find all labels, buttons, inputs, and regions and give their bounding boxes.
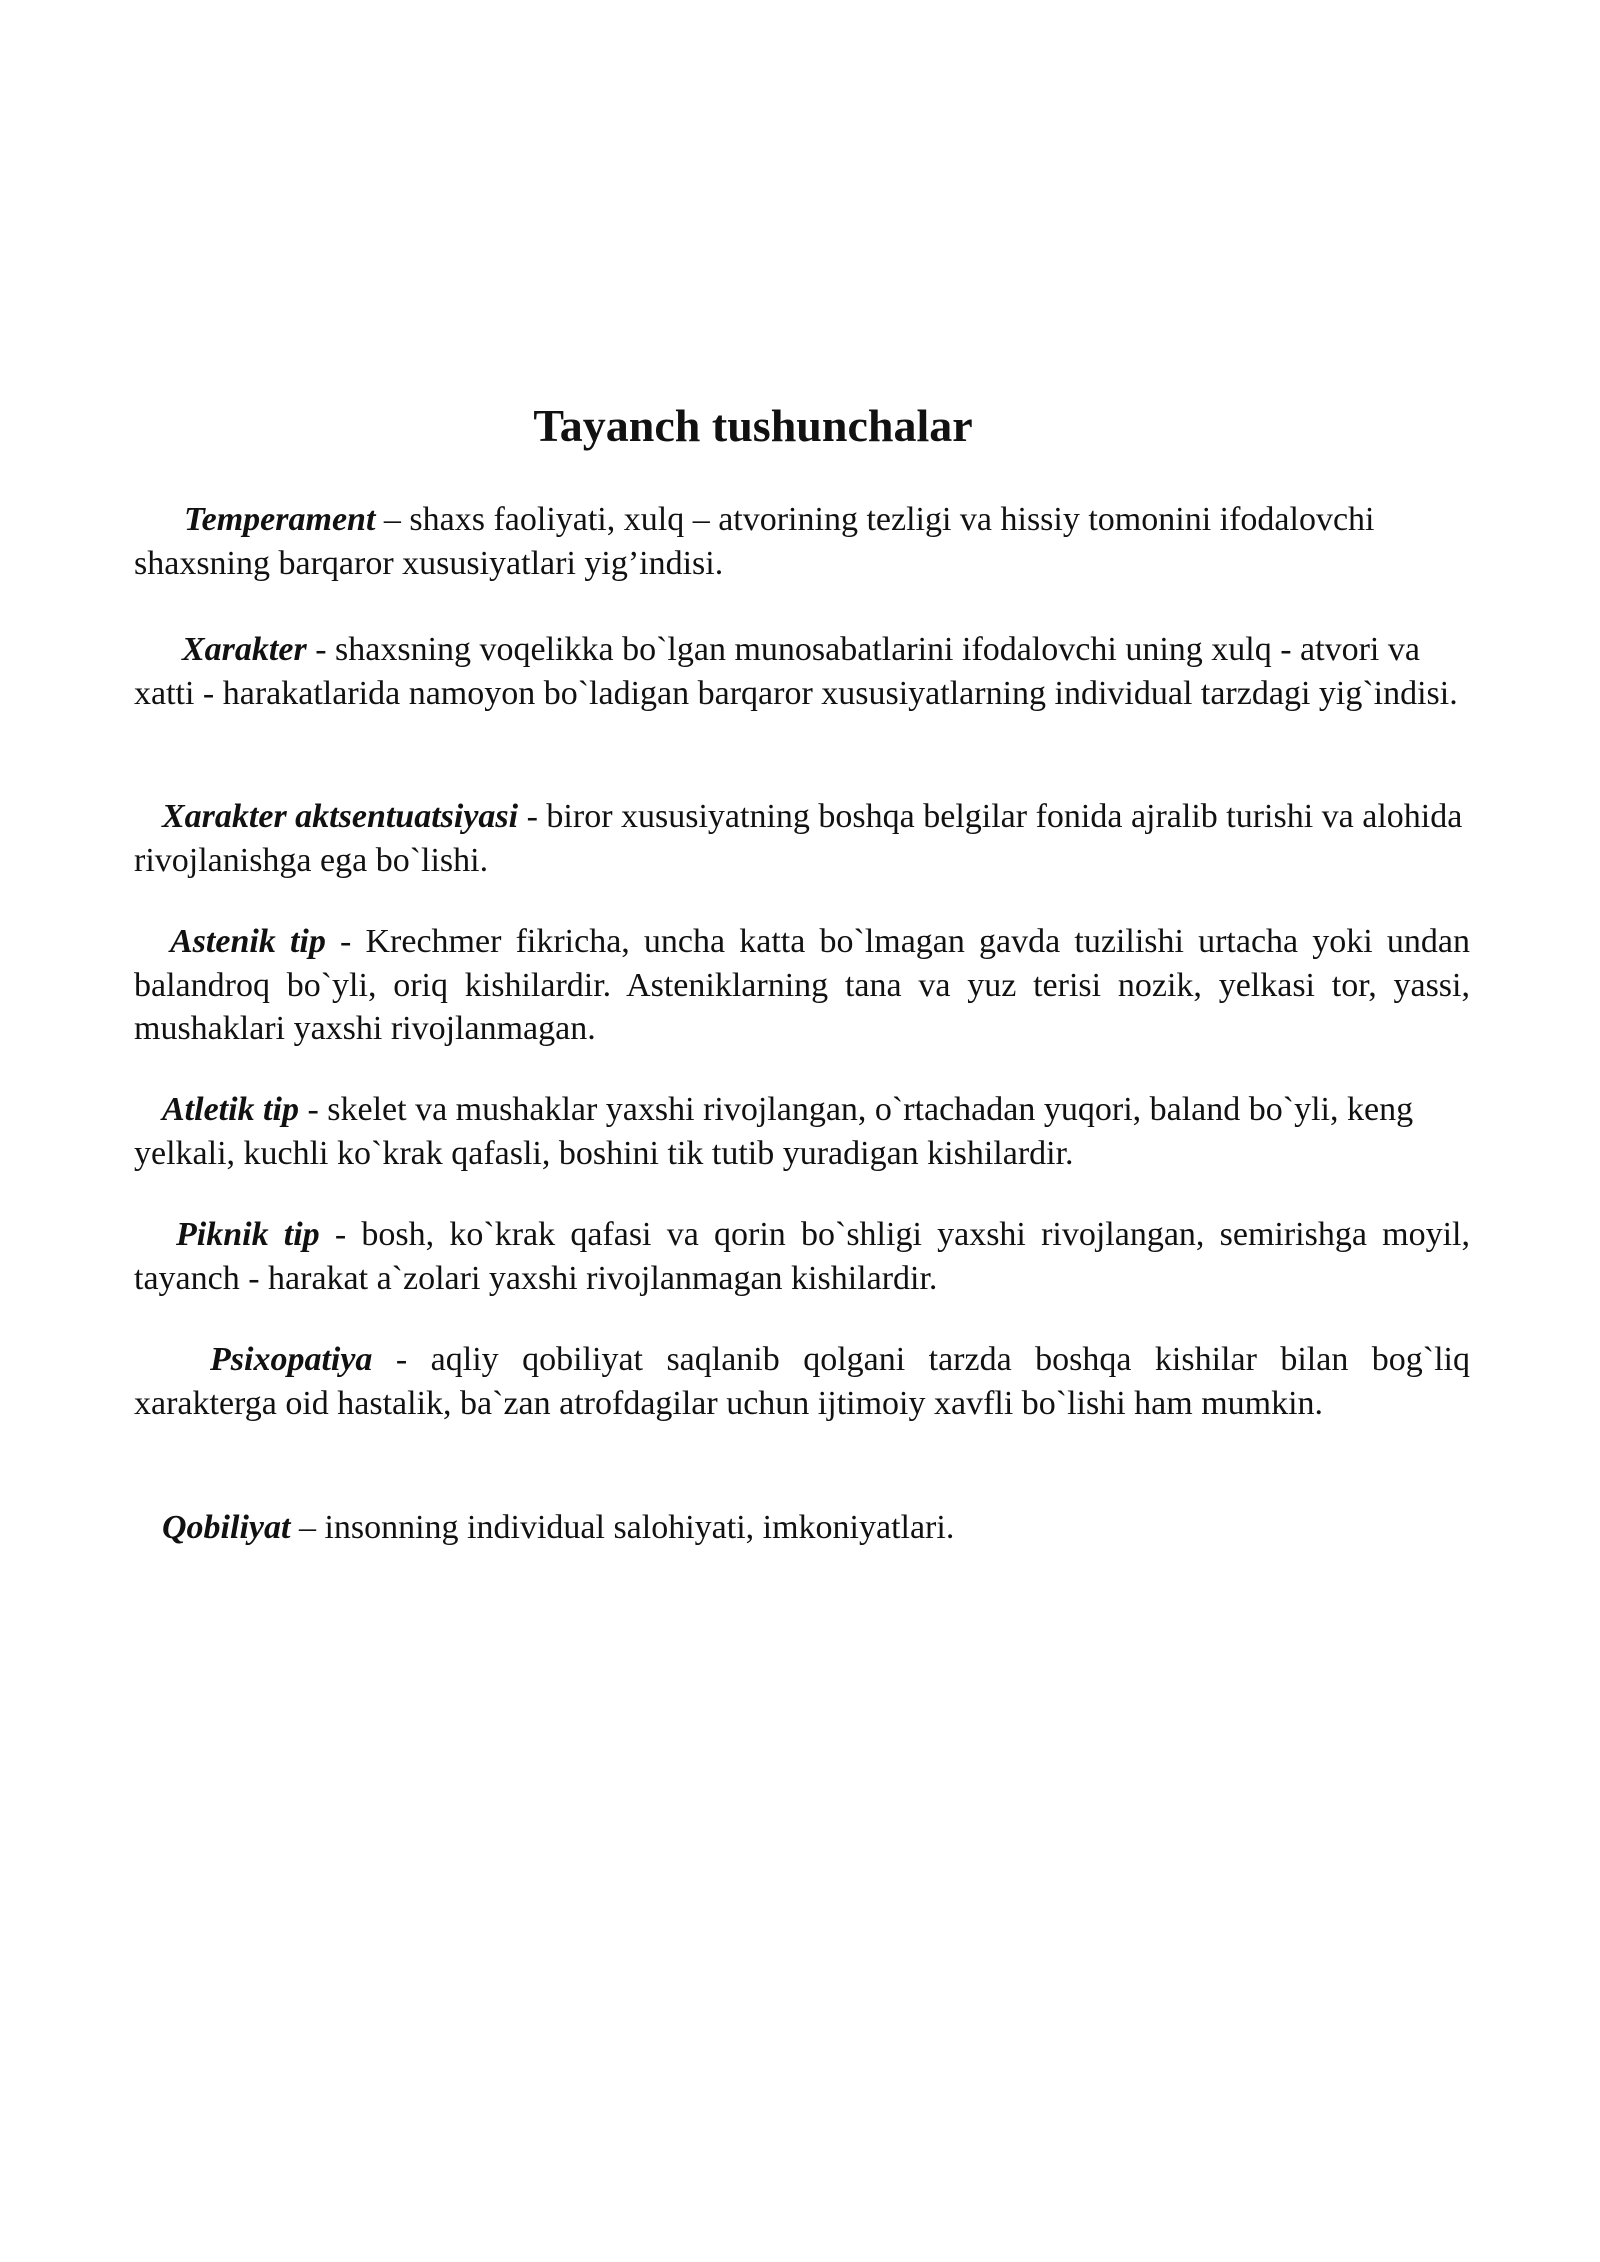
definition-term: Temperament xyxy=(184,501,376,538)
definition-atletik-tip xyxy=(134,1088,1470,1175)
definition-term: Piknik tip xyxy=(176,1216,320,1253)
definition-xarakter xyxy=(134,628,1470,715)
definition-piknik-tip xyxy=(134,1213,1470,1300)
definition-text: – insonning individual salohiyati, imkoniyatlari. xyxy=(290,1509,955,1546)
definition-term: Atletik tip xyxy=(162,1091,299,1128)
definition-term: Xarakter aktsentuatsiyasi xyxy=(162,798,519,835)
definition-psixopatiya xyxy=(134,1338,1470,1425)
definition-astenik-tip xyxy=(134,920,1470,1051)
page-title: Tayanch tushunchalar xyxy=(533,400,973,451)
definition-text: - aqliy qobiliyat saqlanib qolgani tarzda boshqa kishilar bilan bog`liq xarakterga oid hastalik, ba`zan atrofdagilar uchun ijtimoiy xavfli bo`lishi ham mumkin. xyxy=(134,1341,1470,1422)
definition-text: - Krechmer fikricha, uncha katta bo`lmagan gavda tuzilishi urtacha yoki undan balandroq bo`yli, oriq kishilardir. Asteniklarning tana va yuz terisi nozik, yelkasi tor, yassi, mushaklari yaxshi rivojlanmagan. xyxy=(134,923,1470,1047)
definition-qobiliyat xyxy=(134,1506,1470,1550)
definition-term: Psixopatiya xyxy=(210,1341,373,1378)
definition-text: - skelet va mushaklar yaxshi rivojlangan, o`rtachadan yuqori, baland bo`yli, keng yelkali, kuchli ko`krak qafasli, boshini tik tutib yuradigan kishilardir. xyxy=(134,1091,1414,1172)
definition-text: – shaxs faoliyati, xulq – atvorining tezligi va hissiy tomonini ifodalovchi shaxsning barqaror xususiyatlari yig’indisi. xyxy=(134,501,1375,582)
definition-text: - bosh, ko`krak qafasi va qorin bo`shligi yaxshi rivojlangan, semirishga moyil, tayanch - harakat a`zolari yaxshi rivojlanmagan kishilardir. xyxy=(134,1216,1471,1297)
definition-text: - biror xususiyatning boshqa belgilar fonida ajralib turishi va alohida rivojlanishga ega bo`lishi. xyxy=(134,798,1463,879)
definition-xarakter-aktsentuatsiyasi xyxy=(134,795,1470,882)
definition-text: - shaxsning voqelikka bo`lgan munosabatlarini ifodalovchi uning xulq - atvori va xatti - harakatlarida namoyon bo`ladigan barqaror xususiyatlarning individual tarzdagi yig`indisi. xyxy=(134,631,1458,712)
definition-temperament xyxy=(134,498,1470,585)
definition-term: Astenik tip xyxy=(170,923,326,960)
definition-term: Qobiliyat xyxy=(162,1509,291,1546)
definition-term: Xarakter xyxy=(182,631,307,668)
